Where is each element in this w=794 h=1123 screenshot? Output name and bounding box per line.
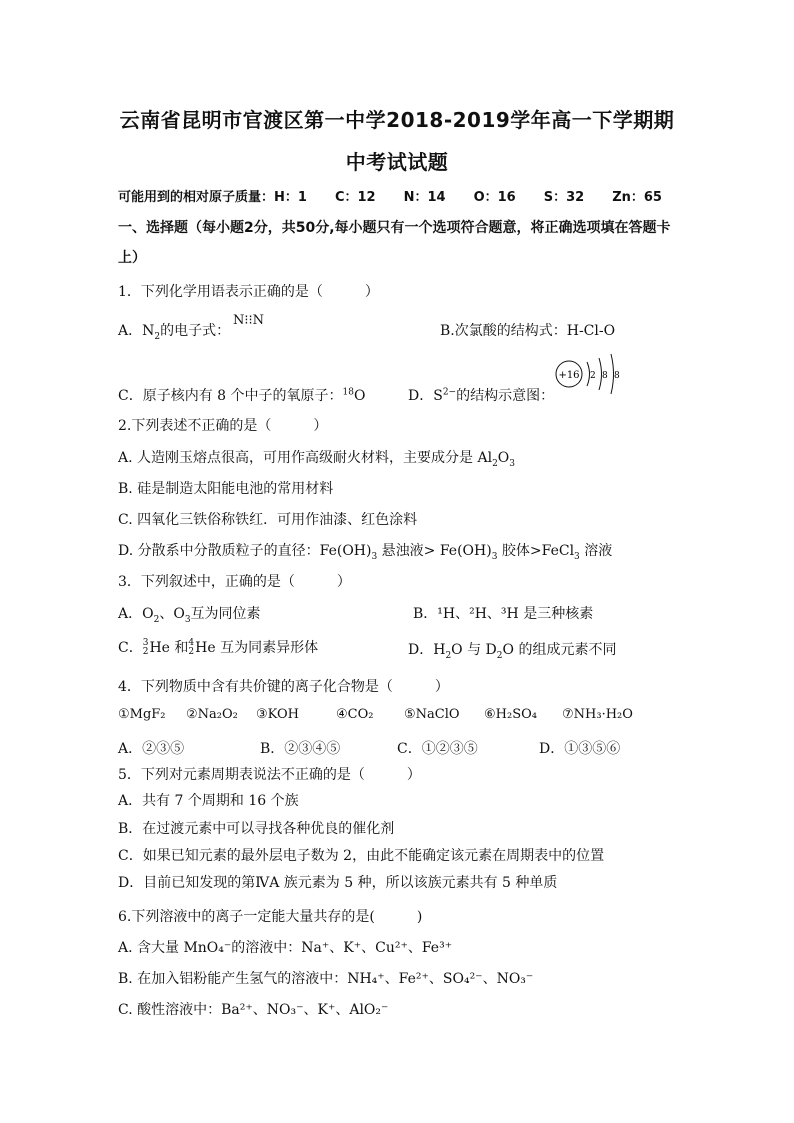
- q3-option-d: D．$H_2O$ 与 $D_2O$ 的组成元素不同: [408, 642, 617, 661]
- substance-6: ⑥H₂SO₄: [484, 707, 537, 722]
- q6-option-a: A. 含大量 MnO₄⁻的溶液中：Na⁺、K⁺、Cu²⁺、Fe³⁺: [118, 940, 453, 956]
- section-header-line1: 一、选择题（每小题2分，共50分,每小题只有一个选项符合题意，将正确选项填在答题卡: [118, 220, 671, 236]
- shell-2-count: 8: [602, 371, 608, 381]
- atomic-mass-n: N：14: [403, 190, 446, 205]
- q2-option-b: B. 硅是制造太阳能电池的常用材料: [118, 481, 334, 497]
- atomic-mass-zn: Zn：65: [612, 190, 662, 205]
- q1-electron-formula: N⁝⁝N: [233, 313, 265, 328]
- q4-option-d: D．①③⑤⑥: [539, 741, 621, 757]
- page-title-line2: 中考试试题: [345, 150, 449, 174]
- sulfur-ion-structure-icon: [553, 352, 623, 398]
- q1-option-c: C．原子核内有 8 个中子的氧原子：$^{18}$O: [118, 387, 366, 404]
- atomic-mass-h: H：1: [274, 190, 307, 205]
- q1-stem: 1．下列化学用语表示正确的是（ ）: [118, 284, 379, 300]
- atomic-masses: [118, 186, 690, 205]
- q4-substances: [118, 707, 633, 722]
- q1-option-b: B.次氯酸的结构式：H-Cl-O: [440, 323, 616, 339]
- q3-option-a: A．$O_2$、$O_3$互为同位素: [118, 606, 261, 625]
- q1-option-a: A．$N_2$的电子式：: [118, 323, 231, 342]
- q5-option-b: B．在过渡元素中可以寻找各种优良的催化剂: [118, 821, 395, 837]
- substance-5: ⑤NaClO: [404, 707, 460, 722]
- q5-option-d: D．目前已知发现的第ⅣA 族元素为 5 种，所以该族元素共有 5 种单质: [118, 875, 558, 891]
- q2-option-c: C. 四氧化三铁俗称铁红．可用作油漆、红色涂料: [118, 512, 418, 528]
- q6-stem: 6.下列溶液中的离子一定能大量共存的是( ): [118, 909, 423, 925]
- atomic-mass-s: S：32: [543, 190, 585, 205]
- q3-stem: 3．下列叙述中，正确的是（ ）: [118, 574, 351, 590]
- substance-2: ②Na₂O₂: [186, 707, 238, 722]
- shell-3-count: 8: [614, 371, 620, 381]
- q2-option-a: A. 人造刚玉熔点很高，可用作高级耐火材料，主要成分是 $Al_2O_3$: [118, 450, 516, 469]
- section-header-line2: 上）: [118, 250, 146, 266]
- q4-options: [118, 738, 620, 758]
- substance-7: ⑦NH₃·H₂O: [562, 707, 633, 722]
- q4-option-b: B．②③④⑤: [260, 741, 341, 757]
- q2-stem: 2.下列表述不正确的是（ ）: [118, 418, 328, 434]
- atomic-mass-o: O：16: [473, 190, 516, 205]
- q4-option-a: A．②③⑤: [118, 741, 185, 757]
- q2-option-d: D. 分散系中分散质粒子的直径：$Fe(OH)_3$ 悬浊液> $Fe(OH)_3$ 胶体>FeCl$_3$ 溶液: [118, 543, 613, 562]
- q3-option-b: B．¹H、²H、³H 是三种核素: [413, 606, 594, 622]
- shell-1-count: 2: [590, 371, 596, 381]
- substance-3: ③KOH: [256, 707, 300, 722]
- q5-option-c: C．如果已知元素的最外层电子数为 2，由此不能确定该元素在周期表中的位置: [118, 848, 605, 864]
- atomic-masses-label: 可能用到的相对原子质量：: [118, 190, 275, 205]
- page-title-line1: 云南省昆明市官渡区第一中学2018-2019学年高一下学期期: [119, 108, 675, 132]
- q4-stem: 4．下列物质中含有共价键的离子化合物是（ ）: [118, 679, 449, 695]
- substance-4: ④CO₂: [336, 707, 374, 722]
- q4-option-c: C．①②③⑤: [397, 741, 478, 757]
- atomic-mass-c: C：12: [334, 190, 376, 205]
- nucleus-label: +16: [558, 370, 580, 381]
- substance-1: ①MgF₂: [118, 707, 166, 722]
- q1-option-d: D．$S^{2-}$的结构示意图：: [408, 387, 555, 404]
- q5-option-a: A．共有 7 个周期和 16 个族: [118, 793, 299, 809]
- q6-option-c: C. 酸性溶液中：Ba²⁺、NO₃⁻、K⁺、AlO₂⁻: [118, 1002, 389, 1018]
- q5-stem: 5．下列对元素周期表说法不正确的是（ ）: [118, 767, 421, 783]
- q3-option-c: C． 3 2 He 和 4 2 He 互为同素异形体: [118, 638, 319, 657]
- q6-option-b: B. 在加入铝粉能产生氢气的溶液中：NH₄⁺、Fe²⁺、SO₄²⁻、NO₃⁻: [118, 971, 534, 987]
